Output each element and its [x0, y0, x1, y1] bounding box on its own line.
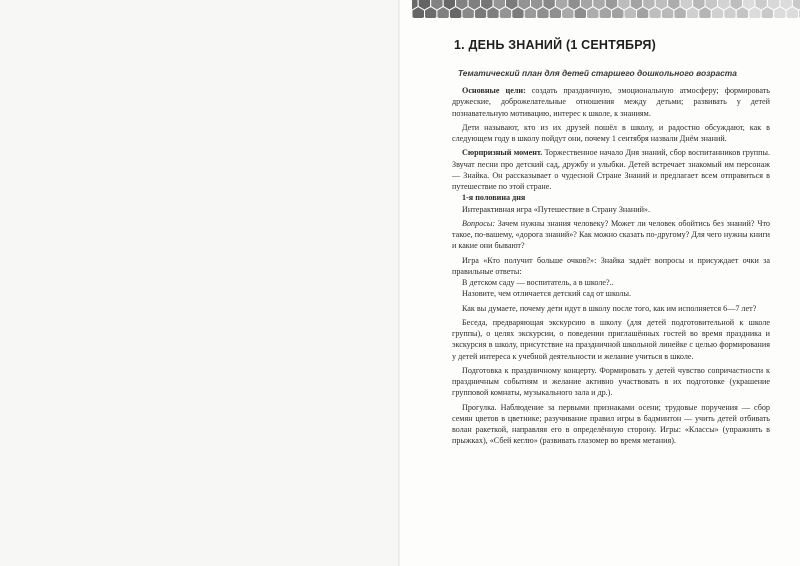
paragraph — [452, 317, 770, 362]
paragraph-text: В детском саду — воспитатель, а в школе?.. — [462, 278, 614, 287]
chapter-title: 1. ДЕНЬ ЗНАНИЙ (1 СЕНТЯБРЯ) — [454, 38, 656, 52]
page-content — [452, 38, 770, 447]
paragraph — [452, 204, 770, 215]
paragraph — [452, 218, 770, 252]
paragraph-text: 1-я половина дня — [462, 193, 526, 203]
hexagon-pattern-graphic — [412, 0, 800, 18]
paragraph-text: Прогулка. Наблюдение за первыми признаками осени; трудовые поручения — сбор семян цветов в цветнике; разучивание правил игры в бадминтон — учить детей отбивать волан ракеткой, направляя его в определённую сторону. Игры: «Классы» (упражнять в прыжках), «Сбей кеглю» (развивать глазомер во время метания). — [452, 402, 770, 446]
paragraph-text: Как вы думаете, почему дети идут в школу после того, как им исполняется 6—7 лет? — [462, 303, 757, 313]
hexagon-pattern-header — [412, 0, 800, 18]
paragraph-lead: Основные цели: — [462, 86, 526, 95]
paragraph — [452, 255, 770, 278]
paragraph-text: Интерактивная игра «Путешествие в Страну Знаний». — [462, 204, 651, 214]
body-text — [452, 85, 770, 447]
paragraph-text: Беседа, предваряющая экскурсию в школу (для детей подготовительной к школе группы), о целях экскурсии, о поведении приглашённых гостей во время праздника и экскурсия в школу, присутствие на праздничной школьной линейке с целью формирования у детей интереса к учебной деятельности и желание учиться в школе. — [452, 317, 770, 361]
paragraph — [452, 365, 770, 399]
paragraph — [452, 277, 770, 288]
section-subtitle: Тематический план для детей старшего дошкольного возраста — [458, 68, 737, 78]
paragraph — [452, 122, 770, 145]
paragraph-text: Игра «Кто получит больше очков?»: Знайка задаёт вопросы и присуждает очки за правильные ответы: — [452, 255, 770, 276]
paragraph-text: Подготовка к праздничному концерту. Формировать у детей чувство сопричастности к праздничным событиям и желание активно участвовать в их подготовке (украшение групповой комнаты, музыкального зала и др.). — [452, 365, 770, 398]
paragraph-text: Дети называют, кто из их друзей пошёл в школу, и радостно обсуждают, как в следующем году в школу пойдут они, почему 1 сентября назвали Днём знаний. — [452, 122, 770, 143]
paragraph — [452, 288, 770, 299]
paragraph-text: Назовите, чем отличается детский сад от школы. — [462, 289, 631, 299]
paragraph-text: создать праздничную, эмоциональную атмосферу; формировать дружеские, доброжелательные отношения между детьми; развивать у детей познавательную мотивацию, интерес к школе, к знаниям. — [452, 86, 770, 118]
paragraph — [452, 147, 770, 192]
paragraph-text: Торжественное начало Дня знаний, сбор воспитанников группы. Звучат песни про детский сад, дружбу и улыбки. Детей встречает знакомый им персонаж — Знайка. Он рассказывает о чудесной Стране Знаний и предлагает всем отправиться в путешествие по этой стране. — [452, 148, 770, 191]
paragraph-lead-italic: Вопросы: — [462, 218, 496, 228]
paragraph — [452, 85, 770, 119]
paragraph-lead: Сюрпризный момент. — [462, 148, 543, 158]
paragraph-text: Зачем нужны знания человеку? Может ли человек обойтись без знаний? Что такое, по-вашему, «дорога знаний»? Как можно сказать по-другому? Для чего нужны книги и какие они бывают? — [452, 218, 770, 251]
paragraph — [452, 402, 770, 447]
paragraph — [452, 303, 770, 314]
section-heading — [452, 192, 770, 203]
